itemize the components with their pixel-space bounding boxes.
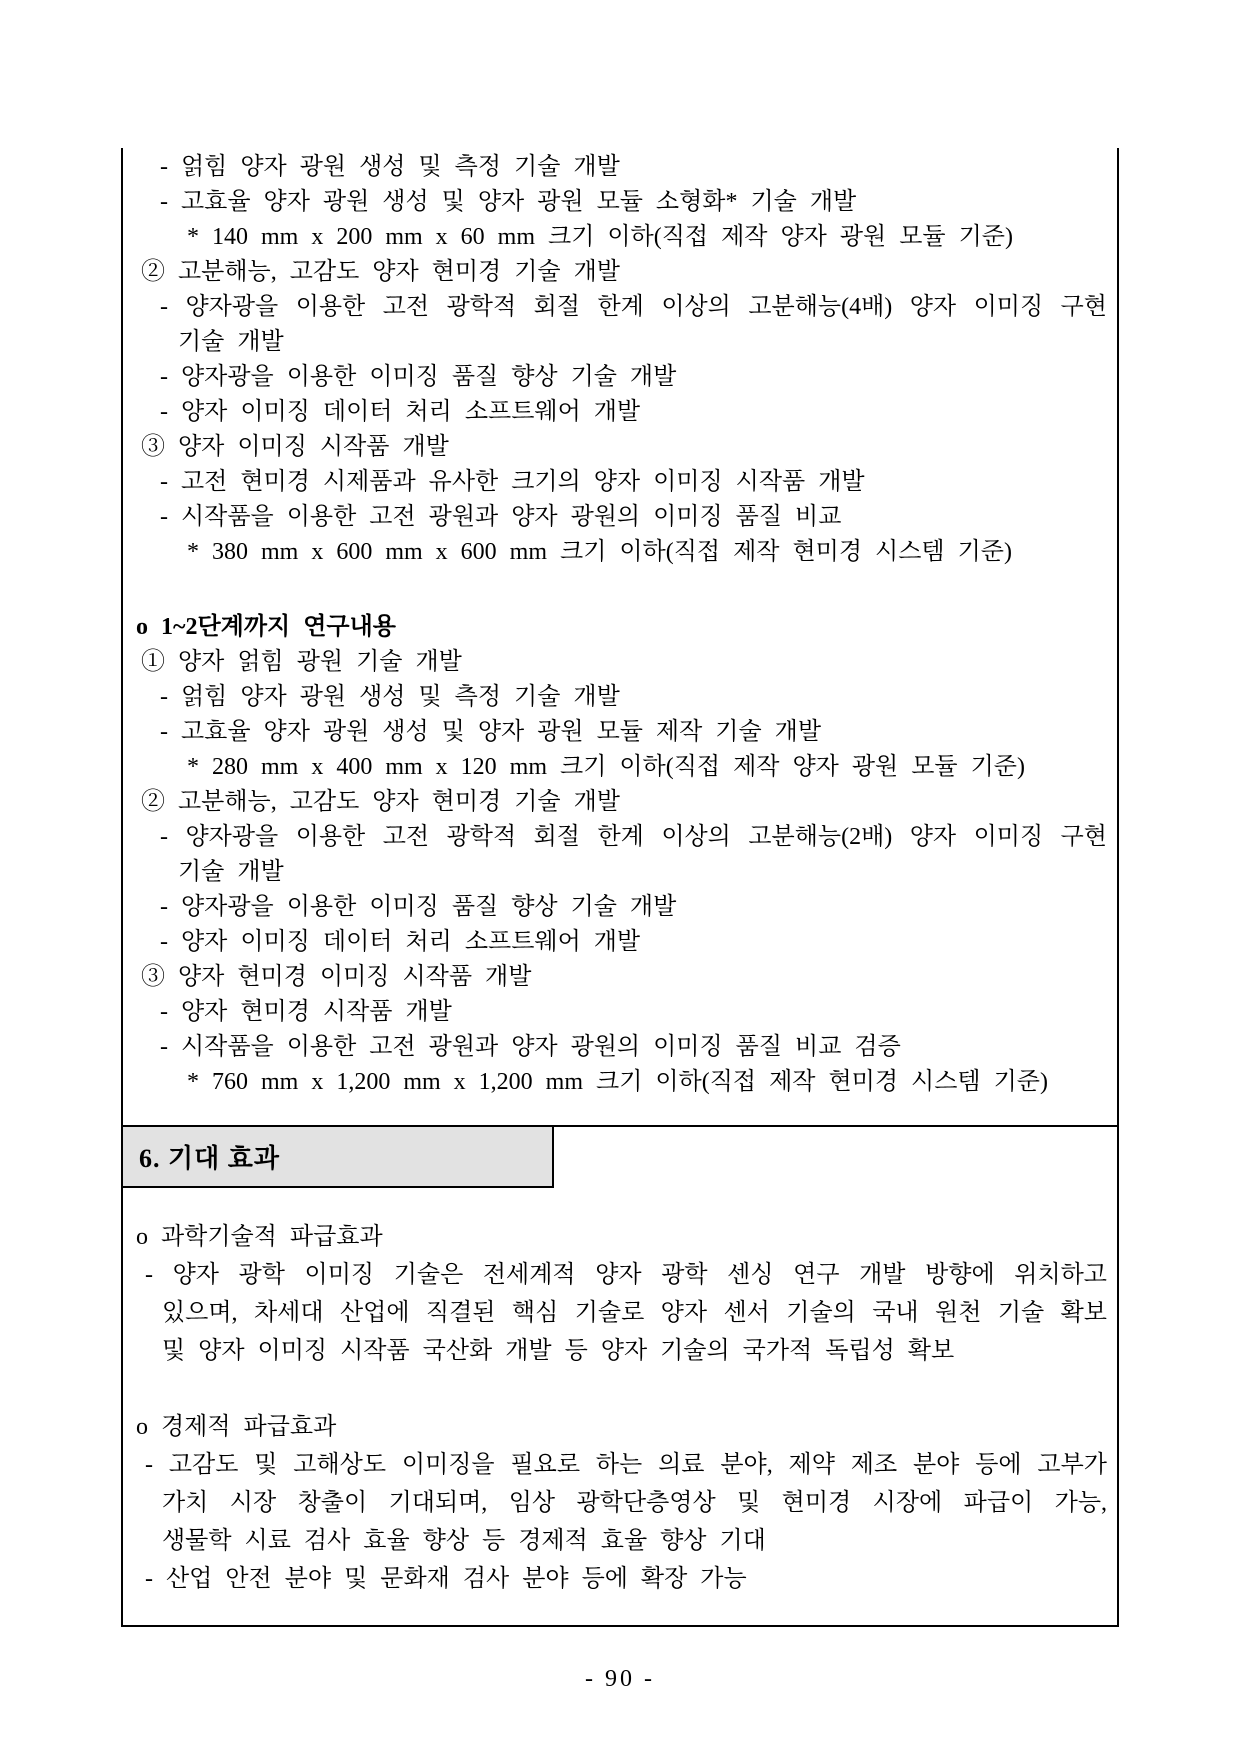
list-item: - 양자광을 이용한 고전 광학적 회절 한계 이상의 고분해능(2배) 양자 이미징 구현: [160, 824, 1107, 850]
list-item: - 고감도 및 고해상도 이미징을 필요로 하는 의료 분야, 제약 제조 분야 등에 고부가: [145, 1452, 1107, 1478]
list-item: - 고효율 양자 광원 생성 및 양자 광원 모듈 소형화* 기술 개발: [160, 189, 857, 215]
footnote-item: * 140 mm x 200 mm x 60 mm 크기 이하(직접 제작 양자 광원 모듈 기준): [187, 224, 1013, 250]
numbered-item: ② 고분해능, 고감도 양자 현미경 기술 개발: [141, 259, 620, 285]
list-item: - 양자 광학 이미징 기술은 전세계적 양자 광학 센싱 연구 개발 방향에 위치하고: [145, 1262, 1107, 1288]
list-item-continuation: 생물학 시료 검사 효율 향상 등 경제적 효율 향상 기대: [162, 1528, 766, 1554]
list-item: - 양자광을 이용한 이미징 품질 향상 기술 개발: [160, 894, 677, 920]
list-item: - 양자광을 이용한 고전 광학적 회절 한계 이상의 고분해능(4배) 양자 이미징 구현: [160, 294, 1107, 320]
footnote-item: * 380 mm x 600 mm x 600 mm 크기 이하(직접 제작 현미경 시스템 기준): [187, 539, 1012, 565]
section-header-cell: [121, 1125, 554, 1188]
subsection-title: o 1~2단계까지 연구내용: [136, 614, 396, 640]
list-item: - 얽힘 양자 광원 생성 및 측정 기술 개발: [160, 154, 620, 180]
blank-line: [123, 570, 1117, 610]
list-item: - 양자 이미징 데이터 처리 소프트웨어 개발: [160, 399, 641, 425]
subsection-title: o 과학기술적 파급효과: [136, 1224, 383, 1250]
list-item-continuation: 있으며, 차세대 산업에 직결된 핵심 기술로 양자 센서 기술의 국내 원천 기술 확보: [162, 1300, 1107, 1326]
list-item: - 양자광을 이용한 이미징 품질 향상 기술 개발: [160, 364, 677, 390]
list-item-continuation: 가치 시장 창출이 기대되며, 임상 광학단층영상 및 현미경 시장에 파급이 가능,: [162, 1490, 1107, 1516]
numbered-item: ③ 양자 현미경 이미징 시작품 개발: [141, 964, 532, 990]
list-item-continuation: 기술 개발: [178, 329, 284, 355]
list-item-continuation: 기술 개발: [178, 859, 284, 885]
subsection-title: o 경제적 파급효과: [136, 1414, 337, 1440]
list-item: - 산업 안전 분야 및 문화재 검사 분야 등에 확장 가능: [145, 1566, 747, 1592]
page-number: - 90 -: [585, 1666, 655, 1692]
list-item: - 양자 이미징 데이터 처리 소프트웨어 개발: [160, 929, 641, 955]
footnote-item: * 280 mm x 400 mm x 120 mm 크기 이하(직접 제작 양자 광원 모듈 기준): [187, 754, 1025, 780]
section-title: 6. 기대 효과: [139, 1144, 280, 1173]
research-content-box: [123, 150, 1117, 1123]
list-item: - 얽힘 양자 광원 생성 및 측정 기술 개발: [160, 684, 620, 710]
list-item: - 시작품을 이용한 고전 광원과 양자 광원의 이미징 품질 비교: [160, 504, 842, 530]
list-item: - 고효율 양자 광원 생성 및 양자 광원 모듈 제작 기술 개발: [160, 719, 822, 745]
list-item-continuation: 및 양자 이미징 시작품 국산화 개발 등 양자 기술의 국가적 독립성 확보: [162, 1338, 955, 1364]
numbered-item: ② 고분해능, 고감도 양자 현미경 기술 개발: [141, 789, 620, 815]
numbered-item: ③ 양자 이미징 시작품 개발: [141, 434, 449, 460]
numbered-item: ① 양자 얽힘 광원 기술 개발: [141, 649, 462, 675]
list-item: - 양자 현미경 시작품 개발: [160, 999, 452, 1025]
list-item: - 고전 현미경 시제품과 유사한 크기의 양자 이미징 시작품 개발: [160, 469, 865, 495]
footnote-item: * 760 mm x 1,200 mm x 1,200 mm 크기 이하(직접 제작 현미경 시스템 기준): [187, 1069, 1048, 1095]
expected-effects-box: [123, 1218, 1117, 1625]
list-item: - 시작품을 이용한 고전 광원과 양자 광원의 이미징 품질 비교 검증: [160, 1034, 901, 1060]
blank-line: [123, 1370, 1117, 1408]
